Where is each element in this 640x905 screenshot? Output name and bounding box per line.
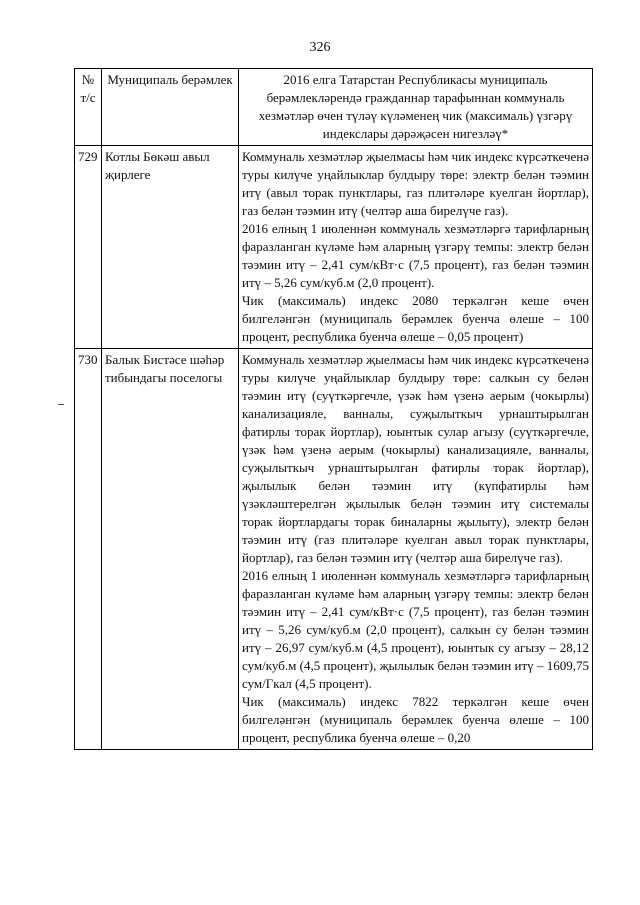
description-paragraph: Коммуналь хезмәтләр җыелмасы һәм чик индекс күрсәткеченә туры килүче уңайлыклар булдыру төре: электр белән тәэмин итү (авыл торак пунктлары, газ плитәләре куелган йортлар), газ белән тәэмин итү (челтәр аша бирелүче газ). <box>242 149 589 218</box>
row-description <box>239 146 593 349</box>
page-number: 326 <box>309 40 331 55</box>
row-municipality: Балык Бистәсе шәһәр тибындагы поселогы <box>102 349 239 750</box>
description-paragraph: Чик (максималь) индекс 2080 теркәлгән кеше өчен билгеләнгән (муниципаль берәмлек буенча өлеше – 100 процент, республика буенча өлеше – 0,05 процент) <box>242 293 589 344</box>
table-row <box>75 349 593 750</box>
row-number: 729 <box>75 146 102 349</box>
table-row <box>75 146 593 349</box>
header-description: 2016 елга Татарстан Республикасы муниципаль берәмлекләрендә гражданнар тарафыннан коммуналь хезмәтләр өчен түләү күләменең чик (максималь) үзгәрү индекслары дәрәҗәсен нигезләү* <box>239 69 593 146</box>
table-header-row <box>75 69 593 146</box>
row-description <box>239 349 593 750</box>
description-paragraph: 2016 елның 1 июленнән коммуналь хезмәтләргә тарифларның фаразланган күләме һәм аларның үзгәрү темпы: электр белән тәэмин итү – 2,41 сум/кВт·с (7,5 процент), газ белән тәэмин итү – 5,26 сум/куб.м (2,0 процент), салкын су белән тәэмин итү – 26,97 сум/куб.м (4,5 процент), юынтык су агызу – 28,12 сум/куб.м (4,5 процент), җылылык белән тәэмин итү – 1609,75 сум/Гкал (4,5 процент). <box>242 568 589 691</box>
margin-mark <box>58 404 64 405</box>
row-number: 730 <box>75 349 102 750</box>
header-municipality: Муниципаль берәмлек <box>102 69 239 146</box>
tariff-index-table <box>74 68 593 750</box>
description-paragraph: 2016 елның 1 июленнән коммуналь хезмәтләргә тарифларның фаразланган күләме һәм аларның үзгәрү темпы: электр белән тәэмин итү – 2,41 сум/кВт·с (7,5 процент), газ белән тәэмин итү – 5,26 сум/куб.м (2,0 процент). <box>242 221 589 290</box>
description-paragraph: Коммуналь хезмәтләр җыелмасы һәм чик индекс күрсәткеченә туры килүче уңайлыклар булдыру төре: салкын су белән тәэмин итү (суүткәргечле, үзәк һәм үзенә аерым (чокырлы) канализацияле, ванналы, суҗылыткыч урнаштырылган фатирлы торак йортлар), юынтык сулар агызу (суүткәргечле, үзәк һәм үзенә аерым (чокырлы) канализацияле, ванналы, суҗылыткыч урнаштырылган фатирлы торак йортлар), җылылык белән тәэмин итү (күпфатирлы һәм үзәкләштерелгән җылылык белән тәэмин итү системалы торак йортлардагы торак биналарны җылыту), электр белән тәэмин итү (газ плитәләре куелган авыл торак пунктлары, йортлар), газ белән тәэмин итү (челтәр аша бирелүче газ). <box>242 352 589 565</box>
description-paragraph: Чик (максималь) индекс 7822 теркәлгән кеше өчен билгеләнгән (муниципаль берәмлек буенча өлеше – 100 процент, республика буенча өлеше – 0,20 <box>242 694 589 745</box>
row-municipality: Котлы Бөкәш авыл җирлеге <box>102 146 239 349</box>
header-number: № т/с <box>75 69 102 146</box>
